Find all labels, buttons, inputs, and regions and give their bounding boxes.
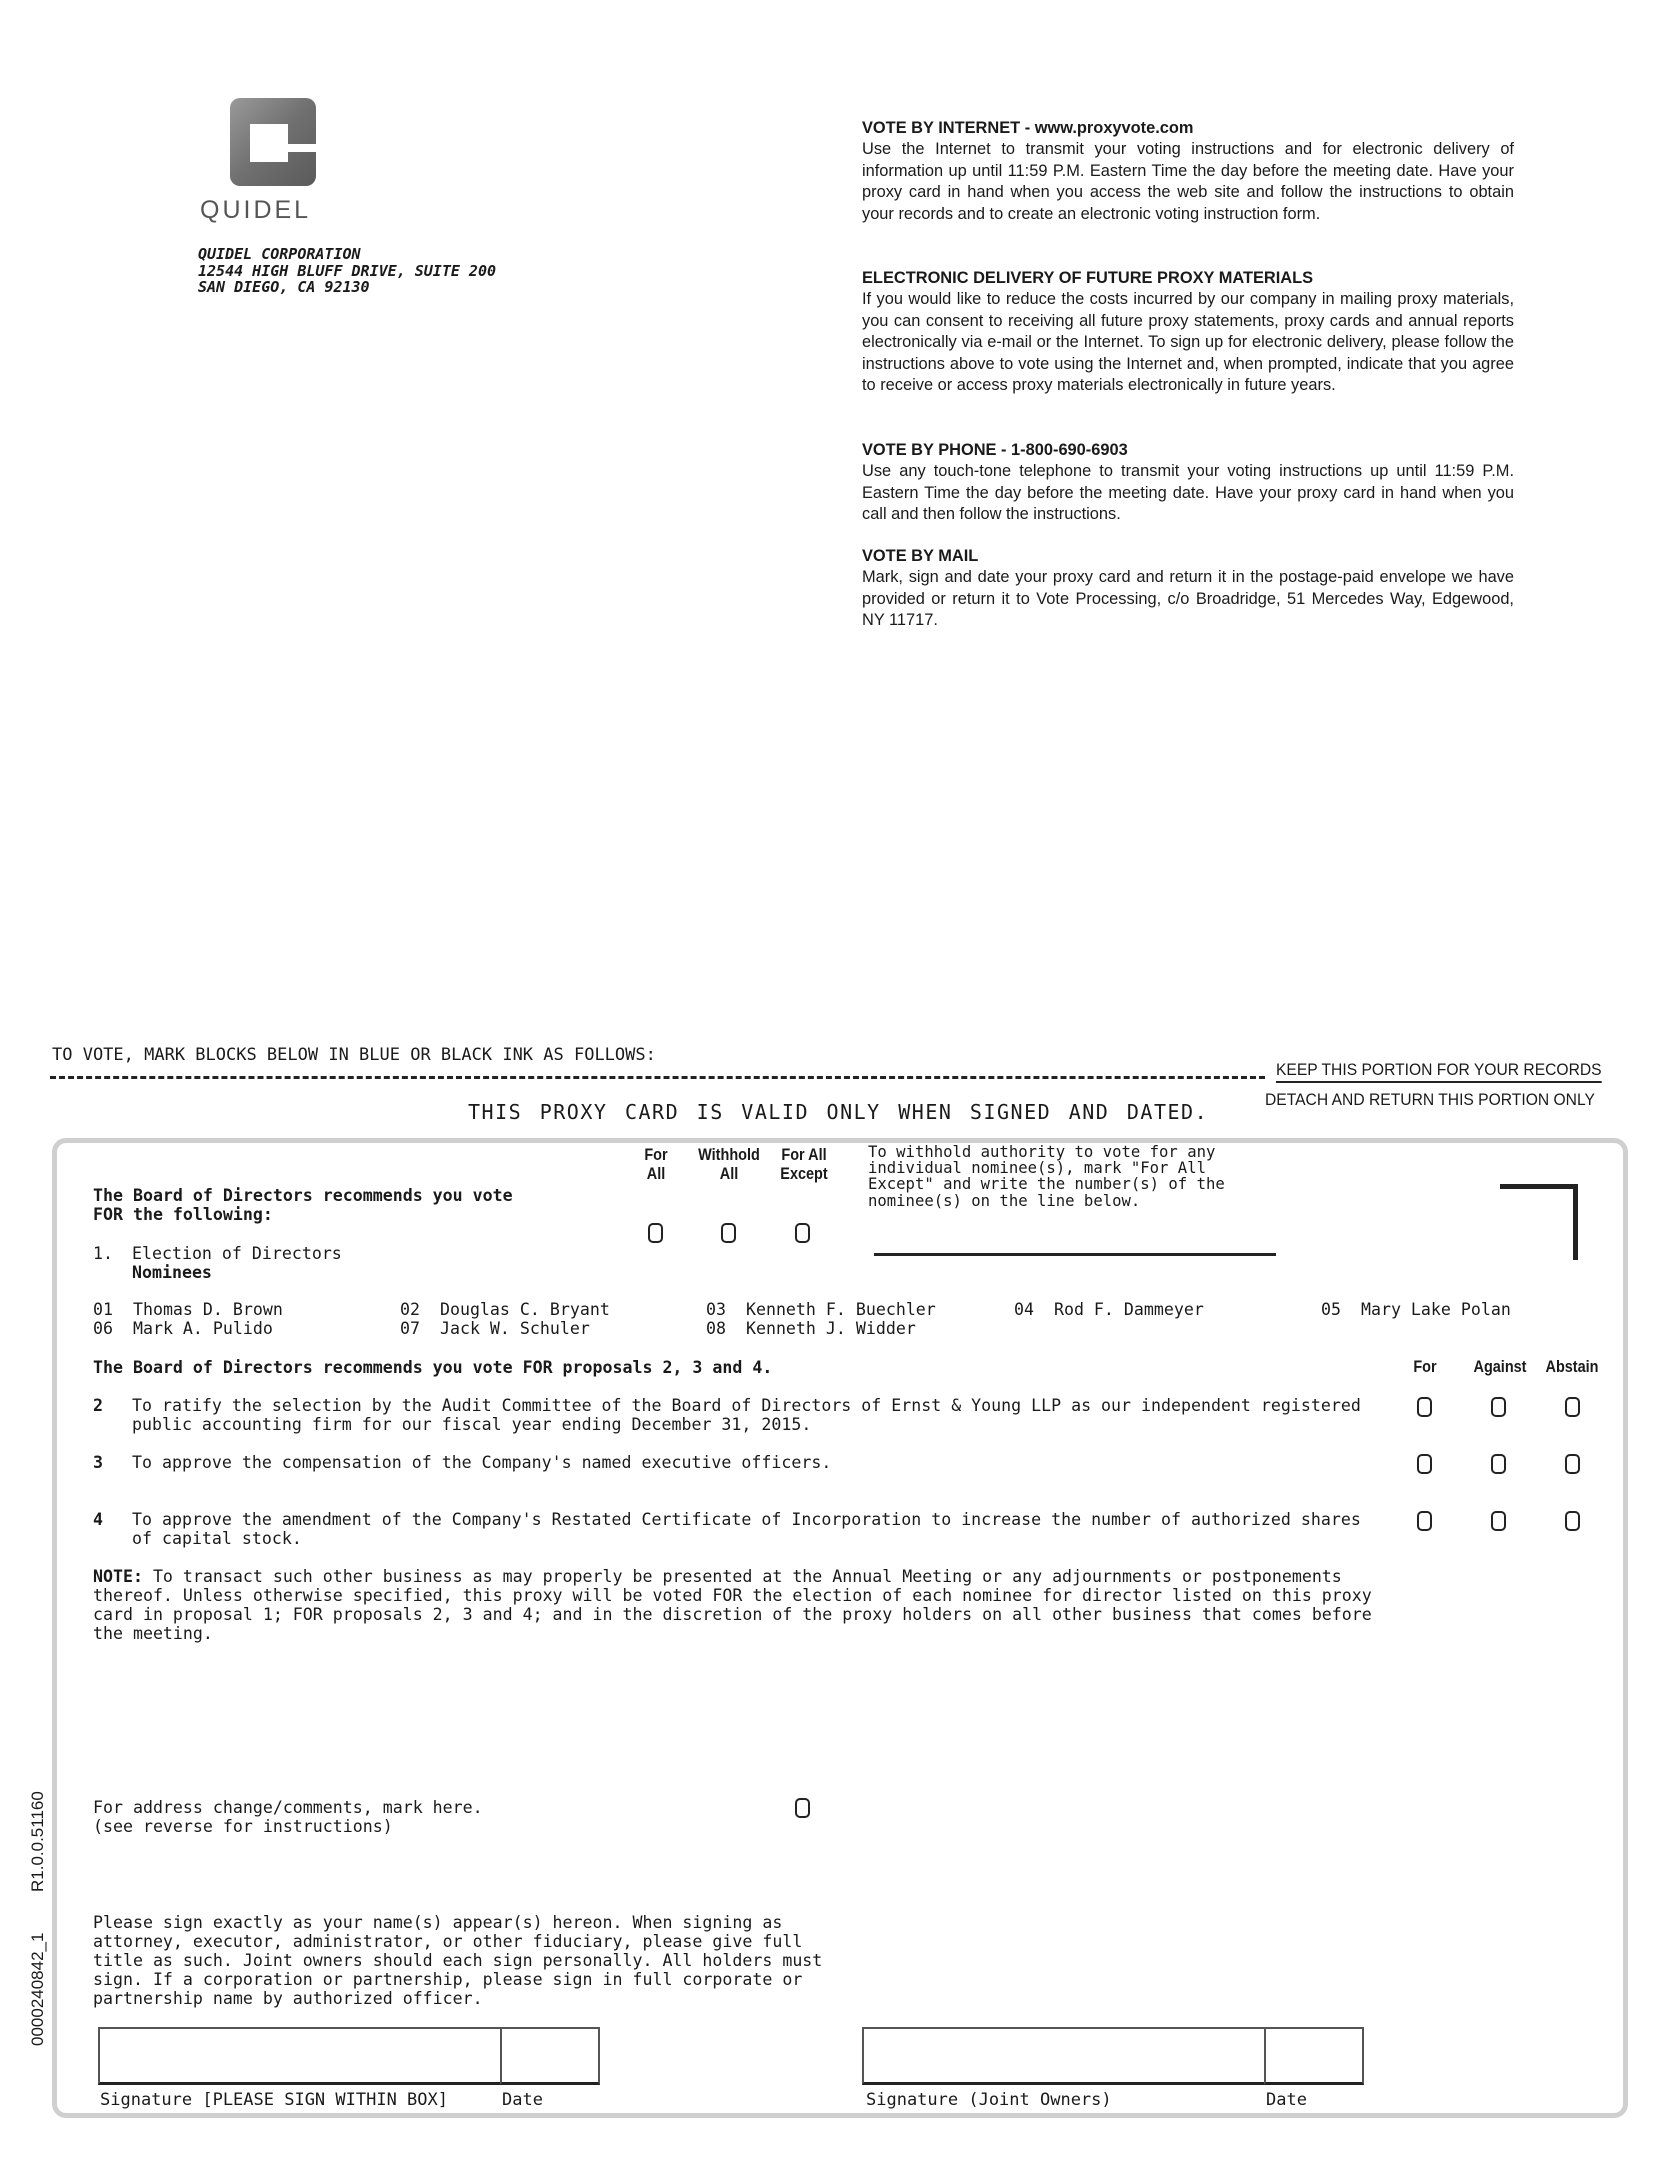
joint-signature-box[interactable] [862, 2027, 1266, 2085]
vote-phone-body: Use any touch-tone telephone to transmit your voting instructions up until 11:59 P.M. Eastern Time the day before the meeting date. Have your proxy card in hand when you call and then follow the instructions. [862, 462, 1514, 524]
address-change-checkbox[interactable] [795, 1798, 810, 1818]
proposal-3-for-checkbox[interactable] [1417, 1454, 1432, 1474]
keep-portion-label: KEEP THIS PORTION FOR YOUR RECORDS [1276, 1060, 1602, 1083]
nominee-name: Mark A. Pulido [132, 1319, 273, 1338]
proposal-3-text: To approve the compensation of the Company's named executive officers. [132, 1453, 832, 1472]
recommend-line-2: FOR the following: [93, 1205, 273, 1224]
nominee-name: Kenneth J. Widder [745, 1319, 916, 1338]
note-label: NOTE: [93, 1567, 143, 1586]
proposal-3-against-checkbox[interactable] [1491, 1454, 1506, 1474]
vote-internet-section [862, 118, 1514, 225]
sign-instructions: Please sign exactly as your name(s) appear(s) hereon. When signing as attorney, executor, administrator, or other fiduciary, please give full title as such. Joint owners should each sign personally. All holders must sign. If a corporation or partnership, please sign in full corporate or partnership name by authorized officer. [93, 1913, 823, 2008]
vote-internet-title: VOTE BY INTERNET - www.proxyvote.com [862, 119, 1194, 137]
withhold-all-checkbox[interactable] [721, 1223, 736, 1243]
nominee-number: 08 [706, 1319, 726, 1338]
side-code-2: R1.0.0.51160 [28, 1791, 47, 1892]
nominee-item [1014, 1300, 1204, 1319]
joint-date-label: Date [1266, 2090, 1307, 2110]
col-except-line: For All [781, 1145, 827, 1164]
proposal-4-abstain-checkbox[interactable] [1565, 1511, 1580, 1531]
nominee-item [400, 1300, 610, 1319]
address-line: SAN DIEGO, CA 92130 [198, 278, 370, 296]
nominee-exception-line[interactable] [874, 1253, 1276, 1256]
joint-date-box[interactable] [1264, 2027, 1364, 2085]
col-against-header: Against [1473, 1357, 1527, 1376]
proposal-3-number: 3 [93, 1453, 103, 1472]
col-withhold-line: Withhold [698, 1145, 760, 1164]
col-for-header: For [1413, 1357, 1437, 1376]
nominee-number: 03 [706, 1300, 726, 1319]
vote-phone-title: VOTE BY PHONE - 1-800-690-6903 [862, 441, 1128, 459]
address-line: QUIDEL CORPORATION [198, 245, 361, 263]
col-except-line: Except [780, 1164, 828, 1183]
proposal-1-title: Election of Directors [132, 1244, 342, 1263]
proposal-2-text: To ratify the selection by the Audit Committee of the Board of Directors of Ernst & Young LLP as our independent registered public accounting firm for our fiscal year ending December 31, 2015. [132, 1396, 1361, 1434]
nominees-label: Nominees [132, 1263, 212, 1282]
nominee-number: 01 [93, 1300, 113, 1319]
vote-mail-section [862, 546, 1514, 632]
detach-line [50, 1076, 1265, 1079]
proposal-1-number: 1. [93, 1244, 113, 1263]
nominee-name: Jack W. Schuler [439, 1319, 590, 1338]
nominee-number: 06 [93, 1319, 113, 1338]
date-label: Date [502, 2090, 543, 2110]
joint-signature-label: Signature (Joint Owners) [866, 2090, 1112, 2110]
quidel-logo-icon [230, 98, 316, 186]
company-address [198, 246, 496, 296]
date-box[interactable] [500, 2027, 600, 2085]
for-all-checkbox[interactable] [648, 1223, 663, 1243]
nominee-item [93, 1319, 273, 1338]
col-for-all-line: For [644, 1145, 668, 1164]
signature-label: Signature [PLEASE SIGN WITHIN BOX] [100, 2090, 448, 2110]
electronic-delivery-title: ELECTRONIC DELIVERY OF FUTURE PROXY MATERIALS [862, 269, 1314, 287]
recommend-heading-2: The Board of Directors recommends you vote FOR proposals 2, 3 and 4. [93, 1358, 773, 1377]
vote-mail-body: Mark, sign and date your proxy card and return it in the postage-paid envelope we have provided or return it to Vote Processing, c/o Broadridge, 51 Mercedes Way, Edgewood, NY 11717. [862, 568, 1514, 630]
proposal-2-number: 2 [93, 1396, 103, 1415]
electronic-delivery-section [862, 268, 1514, 396]
quidel-logo-text: QUIDEL [200, 196, 312, 224]
address-line: 12544 HIGH BLUFF DRIVE, SUITE 200 [198, 261, 497, 280]
address-change-text: For address change/comments, mark here. (see reverse for instructions) [93, 1798, 483, 1836]
proposal-4-text: To approve the amendment of the Company's Restated Certificate of Incorporation to increase the number of authorized shares of capital stock. [132, 1510, 1361, 1548]
nominee-item [1321, 1300, 1511, 1319]
vote-phone-section [862, 440, 1514, 526]
proposal-2-abstain-checkbox[interactable] [1565, 1397, 1580, 1417]
note-text: To transact such other business as may properly be presented at the Annual Meeting or any adjournments or postponements thereof. Unless otherwise specified, this proxy will be voted FOR the election of each nominee for director listed on this proxy card in proposal 1; FOR proposals 2, 3 and 4; and in the discretion of the proxy holders on all other business that comes before the meeting. [93, 1567, 1372, 1643]
proposal-4-for-checkbox[interactable] [1417, 1511, 1432, 1531]
nominee-number: 05 [1321, 1300, 1341, 1319]
note-paragraph [93, 1567, 1372, 1643]
vote-mail-title: VOTE BY MAIL [862, 547, 979, 565]
nominee-name: Douglas C. Bryant [439, 1300, 610, 1319]
proposal-2-against-checkbox[interactable] [1491, 1397, 1506, 1417]
proposal-4-against-checkbox[interactable] [1491, 1511, 1506, 1531]
nominee-number: 07 [400, 1319, 420, 1338]
proposal-3-abstain-checkbox[interactable] [1565, 1454, 1580, 1474]
nominee-number: 04 [1014, 1300, 1034, 1319]
col-for-all-line: All [646, 1164, 666, 1183]
vote-internet-body: Use the Internet to transmit your voting instructions and for electronic delivery of information up until 11:59 P.M. Eastern Time the day before the meeting date. Have your proxy card in hand when you access the web site and follow the instructions to obtain your records and to create an electronic voting instruction form. [862, 140, 1514, 223]
col-withhold-line: All [719, 1164, 739, 1183]
nominee-name: Kenneth F. Buechler [745, 1300, 936, 1319]
withhold-instructions: To withhold authority to vote for any individual nominee(s), mark "For All Except" and write the number(s) of the nominee(s) on the line below. [868, 1143, 1225, 1210]
signature-box[interactable] [98, 2027, 502, 2085]
col-for-all-header [632, 1145, 680, 1183]
ink-instructions: TO VOTE, MARK BLOCKS BELOW IN BLUE OR BLACK INK AS FOLLOWS: [52, 1045, 656, 1065]
proposal-2-for-checkbox[interactable] [1417, 1397, 1432, 1417]
col-for-all-except-header [771, 1145, 837, 1183]
proposal-4-number: 4 [93, 1510, 103, 1529]
recommend-heading-1 [93, 1186, 513, 1224]
detach-portion-label: DETACH AND RETURN THIS PORTION ONLY [1265, 1090, 1595, 1109]
valid-notice: THIS PROXY CARD IS VALID ONLY WHEN SIGNED AND DATED. [468, 1100, 1209, 1124]
nominee-name: Mary Lake Polan [1360, 1300, 1511, 1319]
for-all-except-checkbox[interactable] [795, 1223, 810, 1243]
nominee-item [93, 1300, 283, 1319]
side-code-1: 0000240842_1 [28, 1932, 47, 2046]
nominee-item [400, 1319, 590, 1338]
nominee-item [706, 1319, 916, 1338]
nominee-number: 02 [400, 1300, 420, 1319]
registration-mark [1500, 1184, 1578, 1260]
electronic-delivery-body: If you would like to reduce the costs incurred by our company in mailing proxy materials, you can consent to receiving all future proxy statements, proxy cards and annual reports electronically via e-mail or the Internet. To sign up for electronic delivery, please follow the instructions above to vote using the Internet and, when prompted, indicate that you agree to receive or access proxy materials electronically in future years. [862, 290, 1514, 395]
col-abstain-header: Abstain [1545, 1357, 1599, 1376]
recommend-line-1: The Board of Directors recommends you vote [93, 1186, 513, 1205]
nominee-name: Thomas D. Brown [132, 1300, 283, 1319]
nominee-item [706, 1300, 936, 1319]
col-withhold-all-header [691, 1145, 768, 1183]
nominee-name: Rod F. Dammeyer [1053, 1300, 1204, 1319]
